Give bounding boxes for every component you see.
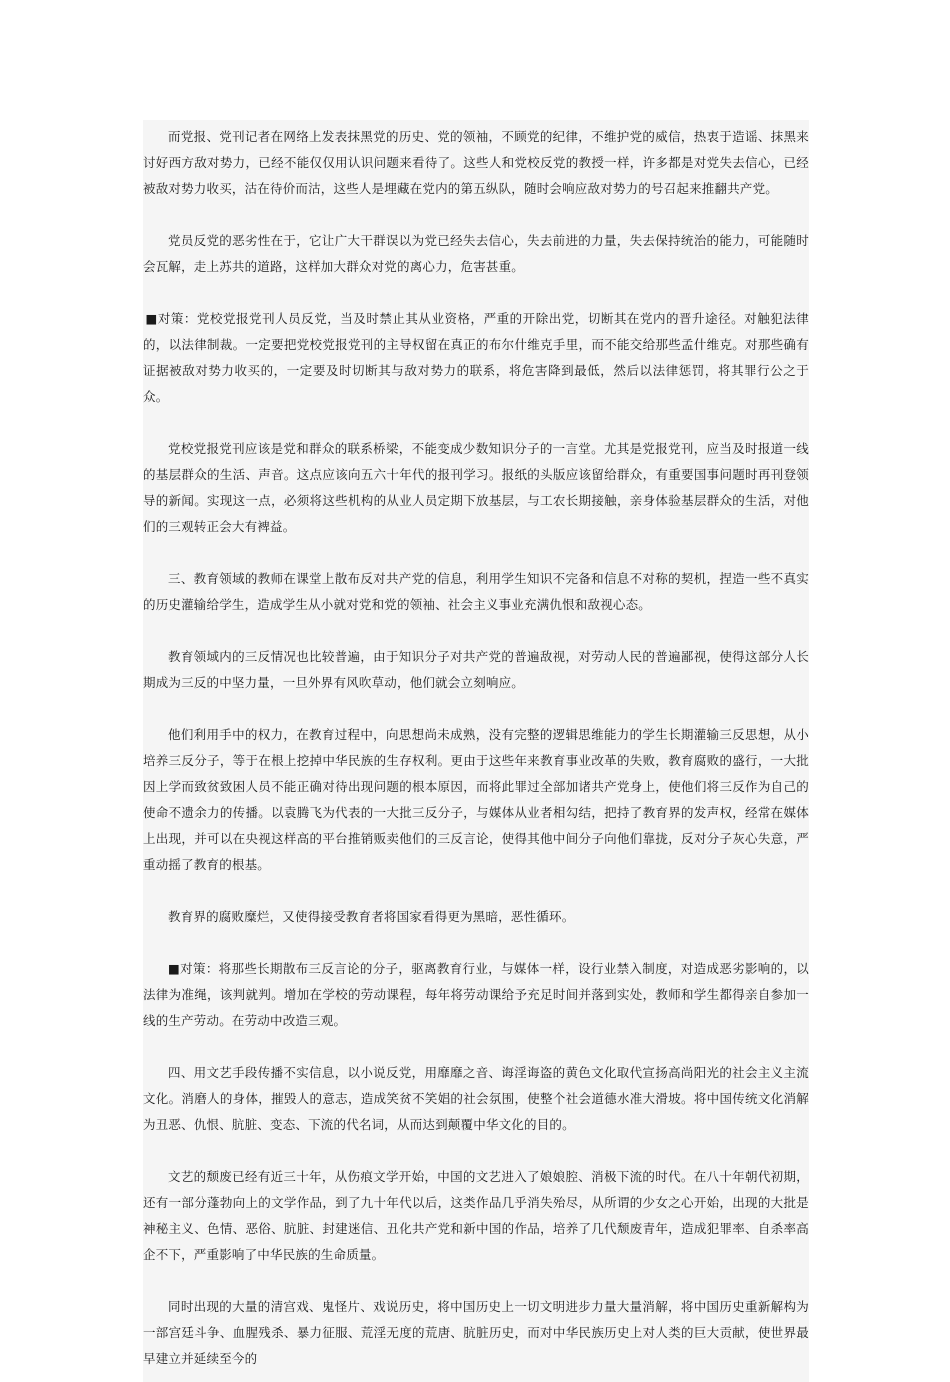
paragraph-section-heading: 三、教育领域的教师在课堂上散布反对共产党的信息，利用学生知识不完备和信息不对称的契机，捏造一些不真实的历史灌输给学生，造成学生从小就对党和党的领袖、社会主义事业充满仇恨和敌视心态。 xyxy=(143,571,809,612)
paragraph: 而党报、党刊记者在网络上发表抹黑党的历史、党的领袖，不顾党的纪律，不维护党的威信，热衷于造谣、抹黑来讨好西方敌对势力，已经不能仅仅用认识问题来看待了。这些人和党校反党的教授一样，许多都是对党失去信心，已经被敌对势力收买，沽在待价而沽，这些人是埋藏在党内的第五纵队，随时会响应敌对势力的号召起来推翻共产党。 xyxy=(143,129,809,196)
paragraph: 他们利用手中的权力，在教育过程中，向思想尚未成熟，没有完整的逻辑思维能力的学生长期灌输三反思想，从小培养三反分子，等于在根上挖掉中华民族的生存权利。更由于这些年来教育事业改革的失败，教育腐败的盛行，一大批因上学而致贫致困人员不能正确对待出现问题的根本原因，而将此罪过全部加诸共产党身上，使他们将三反作为自己的使命不遗余力的传播。以袁腾飞为代表的一大批三反分子，与媒体从业者相勾结，把持了教育界的发声权，经常在媒体上出现，并可以在央视这样高的平台推销贩卖他们的三反言论，使得其他中间分子向他们靠拢，反对分子灰心失意，严重动摇了教育的根基。 xyxy=(143,727,809,872)
paragraph: 同时出现的大量的清宫戏、鬼怪片、戏说历史，将中国历史上一切文明进步力量大量消解，将中国历史重新解构为一部宫廷斗争、血腥残杀、暴力征服、荒淫无度的荒唐、肮脏历史，而对中华民族历史上对人类的巨大贡献，使世界最早建立并延续至今的 xyxy=(143,1299,809,1366)
article-body xyxy=(143,120,809,1382)
paragraph-countermeasure: ■对策：将那些长期散布三反言论的分子，驱离教育行业，与媒体一样，设行业禁入制度，对造成恶劣影响的，以法律为准绳，该判就判。增加在学校的劳动课程，每年将劳动课给予充足时间并落到实处，教师和学生都得亲自参加一线的生产劳动。在劳动中改造三观。 xyxy=(143,961,809,1028)
paragraph: 教育界的腐败糜烂，又使得接受教育者将国家看得更为黑暗，恶性循环。 xyxy=(168,909,575,924)
paragraph: 党员反党的恶劣性在于，它让广大干群误以为党已经失去信心，失去前进的力量，失去保持统治的能力，可能随时会瓦解，走上苏共的道路，这样加大群众对党的离心力，危害甚重。 xyxy=(143,233,809,274)
paragraph-section-heading: 四、用文艺手段传播不实信息，以小说反党，用靡靡之音、诲淫诲盗的黄色文化取代宣扬高尚阳光的社会主义主流文化。消磨人的身体，摧毁人的意志，造成笑贫不笑娼的社会氛围，使整个社会道德水准大滑坡。将中国传统文化消解为丑恶、仇恨、肮脏、变态、下流的代名词，从而达到颠覆中华文化的目的。 xyxy=(143,1065,809,1132)
paragraph-countermeasure: ■对策：党校党报党刊人员反党，当及时禁止其从业资格，严重的开除出党，切断其在党内的晋升途径。对触犯法律的，以法律制裁。一定要把党校党报党刊的主导权留在真正的布尔什维克手里，而不能交给那些孟什维克。对那些确有证据被敌对势力收买的，一定要及时切断其与敌对势力的联系，将危害降到最低，然后以法律惩罚，将其罪行公之于众。 xyxy=(143,311,809,404)
paragraph: 文艺的颓废已经有近三十年，从伤痕文学开始，中国的文艺进入了娘娘腔、消极下流的时代。在八十年朝代初期，还有一部分蓬勃向上的文学作品，到了九十年代以后，这类作品几乎消失殆尽，从所谓的少女之心开始，出现的大批是神秘主义、色情、恶俗、肮脏、封建迷信、丑化共产党和新中国的作品，培养了几代颓废青年，造成犯罪率、自杀率高企不下，严重影响了中华民族的生命质量。 xyxy=(143,1169,809,1262)
paragraph: 教育领域内的三反情况也比较普遍，由于知识分子对共产党的普遍敌视，对劳动人民的普遍鄙视，使得这部分人长期成为三反的中坚力量，一旦外界有风吹草动，他们就会立刻响应。 xyxy=(143,649,809,690)
paragraph: 党校党报党刊应该是党和群众的联系桥梁，不能变成少数知识分子的一言堂。尤其是党报党刊，应当及时报道一线的基层群众的生活、声音。这点应该向五六十年代的报刊学习。报纸的头版应该留给群众，有重要国事问题时再刊登领导的新闻。实现这一点，必须将这些机构的从业人员定期下放基层，与工农长期接触，亲身体验基层群众的生活，对他们的三观转正会大有裨益。 xyxy=(143,441,809,534)
